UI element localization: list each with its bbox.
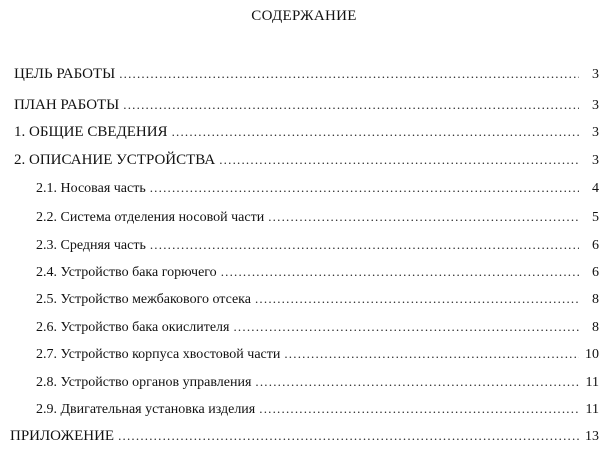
toc-entry-label: 2. ОПИСАНИЕ УСТРОЙСТВА <box>14 152 216 168</box>
toc-entry-label: 2.8. Устройство органов управления <box>36 375 252 390</box>
toc-entry <box>14 66 599 88</box>
toc-leader-dots <box>119 66 579 82</box>
toc-subentry <box>36 346 599 368</box>
toc-subentry <box>36 180 599 202</box>
toc-entry-page: 11 <box>585 402 599 417</box>
toc-subentry <box>36 319 599 341</box>
toc-leader-dots <box>255 291 579 307</box>
toc-entry-page: 6 <box>592 238 599 253</box>
toc-entry-label: ПРИЛОЖЕНИЕ <box>10 428 115 444</box>
toc-leader-dots <box>259 401 579 417</box>
toc-subentry <box>36 264 599 286</box>
toc-entry-label: ПЛАН РАБОТЫ <box>14 97 120 113</box>
toc-entry-label: 2.4. Устройство бака горючего <box>36 265 217 280</box>
toc-entry-label: ЦЕЛЬ РАБОТЫ <box>14 66 116 82</box>
toc-entry-label: 2.9. Двигательная установка изделия <box>36 402 256 417</box>
toc-subentry <box>36 401 599 423</box>
toc-entry-page: 8 <box>592 292 599 307</box>
toc-entry-label: 1. ОБЩИЕ СВЕДЕНИЯ <box>14 124 168 140</box>
toc-leader-dots <box>118 428 579 444</box>
toc-subentry <box>36 374 599 396</box>
toc-entry-page: 3 <box>592 153 599 168</box>
toc-leader-dots <box>150 180 579 196</box>
toc-entry-page: 5 <box>592 210 599 225</box>
toc-entry <box>10 428 599 450</box>
toc-entry-page: 6 <box>592 265 599 280</box>
toc-entry-label: 2.3. Средняя часть <box>36 238 146 253</box>
toc-entry-label: 2.6. Устройство бака окислителя <box>36 320 230 335</box>
toc-leader-dots <box>284 346 579 362</box>
toc-leader-dots <box>172 124 579 140</box>
toc-leader-dots <box>221 264 579 280</box>
toc-entry-page: 3 <box>592 67 599 82</box>
toc-entry-label: 2.7. Устройство корпуса хвостовой части <box>36 347 281 362</box>
toc-subentry <box>36 209 599 231</box>
toc-entry-page: 3 <box>592 125 599 140</box>
toc-leader-dots <box>123 97 579 113</box>
page-title: СОДЕРЖАНИЕ <box>251 8 357 24</box>
toc-leader-dots <box>268 209 579 225</box>
toc-entry <box>14 124 599 146</box>
toc-subentry <box>36 237 599 259</box>
toc-entry-page: 3 <box>592 98 599 113</box>
toc-leader-dots <box>150 237 579 253</box>
toc-entry-page: 11 <box>585 375 599 390</box>
toc-leader-dots <box>219 152 579 168</box>
toc-entry-label: 2.2. Система отделения носовой части <box>36 210 265 225</box>
toc-leader-dots <box>233 319 579 335</box>
toc-entry <box>14 152 599 174</box>
toc-subentry <box>36 291 599 313</box>
toc-entry <box>14 97 599 119</box>
toc-entry-label: 2.1. Носовая часть <box>36 181 146 196</box>
toc-entry-page: 10 <box>585 347 599 362</box>
toc-entry-page: 8 <box>592 320 599 335</box>
toc-entry-label: 2.5. Устройство межбакового отсека <box>36 292 251 307</box>
toc-entry-page: 13 <box>585 429 599 444</box>
toc-entry-page: 4 <box>592 181 599 196</box>
toc-leader-dots <box>255 374 579 390</box>
